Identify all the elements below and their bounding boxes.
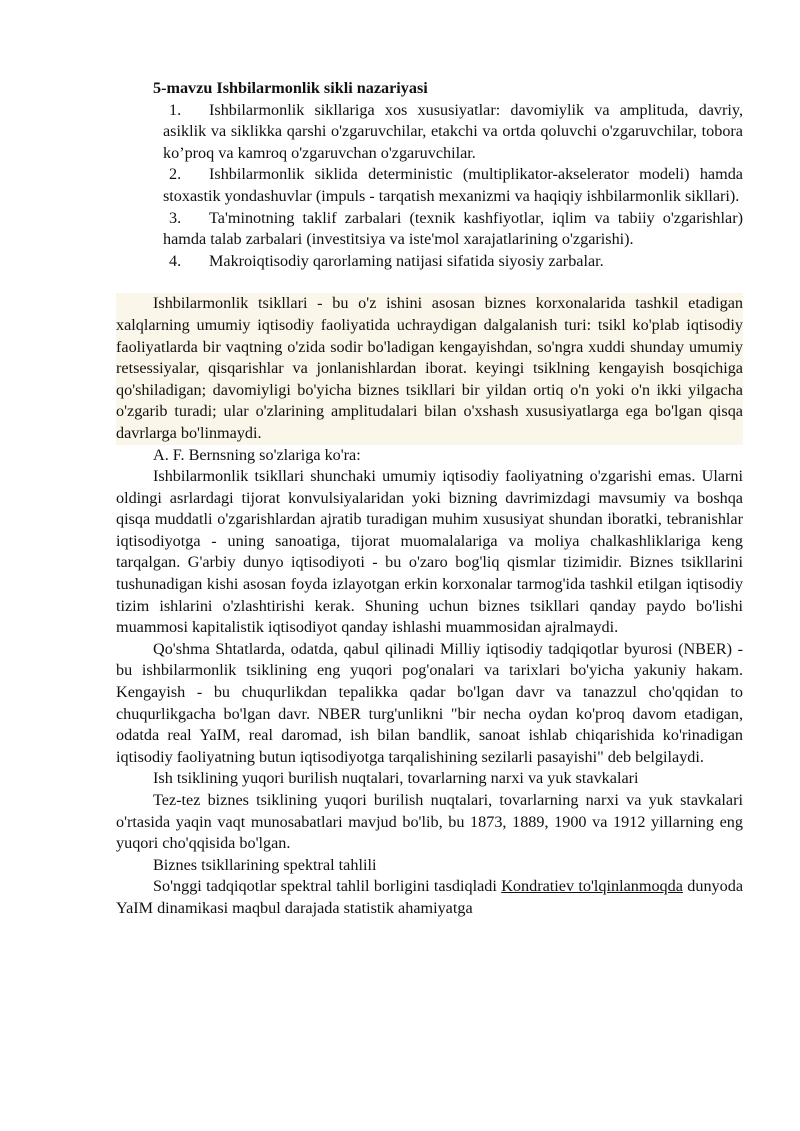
list-number: 3.: [169, 208, 182, 227]
page-title: 5-mavzu Ishbilarmonlik sikli nazariyasi: [153, 79, 428, 97]
paragraph-attribution: A. F. Bernsning so'zlariga ko'ra:: [153, 445, 361, 464]
list-number: 2.: [169, 165, 182, 184]
paragraph-burns-quote: Ishbilarmonlik tsikllari shunchaki umumiy iqtisodiy faoliyatning o'zgarishi emas. Ularni oldingi asrlardagi tijorat konvulsiyalaridan yoki bizning davrimizdagi mavsumiy va boshqa qisqa muddatli o'zgarishlardan ajratib turadigan muhim xususiyat shundan iboratki, tebranishlar iqtisodiyotga - uning sanoatiga, tijorat muomalalariga va moliya chalkashliklariga keng tarqalgan. G'arbiy dunyo iqtisodiyoti - bu o'zaro bog'liq qismlar tizimidir. Biznes tsikllarini tushunadigan kishi asosan foyda izlayotgan erkin korxonalar tarmog'ida tashkil etilgan iqtisodiy tizim ishlarini o'zlashtirishi kerak. Shuning uchun biznes tsikllari qanday paydo bo'lishi muammosi kapitalistik iqtisodiyot qanday ishlashi muammosidan ajralmaydi.: [116, 467, 743, 637]
list-number: 1.: [169, 100, 182, 119]
paragraph-spectral: [116, 876, 743, 919]
list-number: 4.: [169, 251, 182, 270]
topic-list: [116, 100, 743, 273]
list-item: [163, 208, 743, 251]
list-item-text: Ishbilarmonlik sikllariga xos xususiyatlar: davomiylik va amplituda, davriy, asiklik va siklikka qarshi o'zgaruvchilar, etakchi va ortda qoluvchi o'zgaruvchilar, tobora ko’proq va kamroq o'zgaruvchan o'zgaruvchilar.: [163, 100, 743, 162]
spacer: [116, 272, 743, 293]
paragraph-definition: Ishbilarmonlik tsikllari - bu o'z ishini asosan biznes korxonalarida tashkil etadigan xalqlarning umumiy iqtisodiy faoliyatida uchraydigan dalgalanish turi: tsikl ko'plab iqtisodiy faoliyatlarda bir vaqtning o'zida sodir bo'ladigan kengayishdan, so'ngra xuddi shunday umumiy retsessiyalar, qisqarishlar va jonlanishlardan iborat. keyingi tsiklning kengayish bosqichiga qo'shiladigan; davomiyligi bo'yicha biznes tsikllari bir yildan ortiq o'n yoki o'n ikki yilgacha o'zgarib turadi; ular o'zlarining amplitudalari bilan o'xshash xususiyatlarga ega bo'lgan qisqa davrlarga bo'linmaydi.: [116, 293, 743, 444]
list-item: [163, 100, 743, 165]
section-heading-turning-points: Ish tsiklining yuqori burilish nuqtalari, tovarlarning narxi va yuk stavkalari: [153, 769, 639, 788]
section-heading-spectral: Biznes tsikllarining spektral tahlili: [153, 855, 377, 874]
paragraph-nber: Qo'shma Shtatlarda, odatda, qabul qilinadi Milliy iqtisodiy tadqiqotlar byurosi (NBER) - bu ishbilarmonlik tsiklining eng yuqori pog'onalari va tarixlari bo'yicha yakuniy hakam. Kengayish - bu chuqurlikdan tepalikka qadar bo'lgan davr va tanazzul cho'qqidan to chuqurlikgacha bo'lgan davr. NBER turg'unlikni "bir necha oydan ko'proq davom etadigan, odatda real YaIM, real daromad, ish bilan bandlik, sanoat ishlab chiqarishida ko'rinadigan iqtisodiy faoliyatning butun iqtisodiyotga tarqalishining sezilarli pasayishi" deb belgilaydi.: [116, 639, 743, 766]
list-item: [163, 251, 743, 273]
list-item-text: Makroiqtisodiy qarorlaming natijasi sifatida siyosiy zarbalar.: [209, 251, 604, 270]
list-item-text: Ta'minotning taklif zarbalari (texnik kashfiyotlar, iqlim va tabiiy o'zgarishlar) hamda talab zarbalari (investitsiya va iste'mol xarajatlarining o'zgarishi).: [163, 208, 743, 249]
paragraph-text: So'nggi tadqiqotlar spektral tahlil borligini tasdiqladi: [153, 877, 502, 896]
list-item-text: Ishbilarmonlik siklida deterministic (multiplikator-akselerator modeli) hamda stoxastik yondashuvlar (impuls - tarqatish mexanizmi va haqiqiy ishbilarmonlik sikllari).: [163, 165, 743, 205]
paragraph-turning-points: Tez-tez biznes tsiklining yuqori burilish nuqtalari, tovarlarning narxi va yuk stavkalari o'rtasida yaqin vaqt munosabatlari mavjud bo'lib, bu 1873, 1889, 1900 va 1912 yillarning eng yuqori cho'qqisida bo'lgan.: [116, 791, 743, 853]
kondratiev-link[interactable]: Kondratiev to'lqinlanmoqda: [501, 877, 683, 896]
paragraph-text: dunyoda YaIM dinamikasi maqbul darajada statistik ahamiyatga: [116, 877, 744, 917]
list-item: [163, 164, 743, 207]
